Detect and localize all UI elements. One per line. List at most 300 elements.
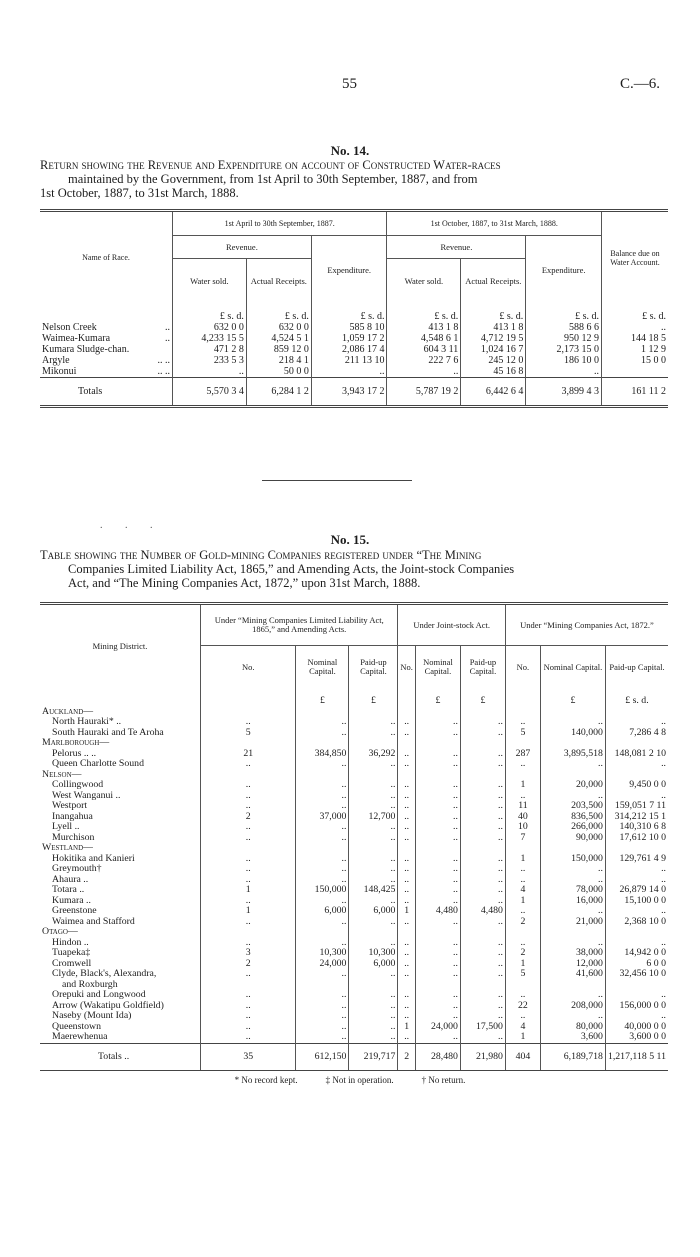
empty-cell — [296, 770, 349, 781]
table-row — [40, 780, 668, 791]
table-row — [40, 801, 668, 812]
total-cell: 404 — [505, 1043, 540, 1071]
value-cell: .. — [349, 864, 398, 875]
value-cell: .. — [460, 990, 505, 1001]
value-cell: 1 — [505, 854, 540, 865]
value-cell: 3,600 0 0 — [605, 1032, 668, 1043]
value-cell: .. — [201, 717, 296, 728]
empty-cell — [201, 843, 296, 854]
value-cell: .. — [398, 969, 416, 980]
value-cell: .. — [460, 885, 505, 896]
value-cell: .. — [540, 990, 605, 1001]
empty-cell — [540, 843, 605, 854]
value-cell: 12,700 — [349, 812, 398, 823]
unit-cell: £ — [415, 688, 460, 707]
district-name: Westport — [52, 800, 88, 811]
race-name-text: Kumara Sludge-chan. — [42, 344, 130, 355]
value-cell: .. — [296, 1022, 349, 1033]
empty-cell — [505, 738, 540, 749]
unit-cell: £ — [349, 688, 398, 707]
region-heading: Auckland— — [42, 705, 94, 717]
value-cell: 1 — [398, 1022, 416, 1033]
district-name: Greenstone — [52, 905, 97, 916]
unit-cell — [201, 688, 296, 707]
value-cell: .. — [201, 822, 296, 833]
group-ll-act: Under “Mining Companies Limited Liability Act, 1865,” and Amending Acts. — [201, 604, 398, 646]
value-cell: 233 5 3 — [173, 355, 247, 366]
unit-spacer — [40, 303, 173, 322]
unit-cell: £ — [540, 688, 605, 707]
district-name: Queenstown — [52, 1020, 101, 1032]
value-cell: 1,024 16 7 — [461, 344, 526, 355]
empty-cell — [398, 843, 416, 854]
value-cell: 2,173 15 0 — [526, 344, 602, 355]
value-cell: 50 0 0 — [246, 366, 311, 378]
value-cell: .. — [460, 969, 505, 980]
total-cell: 21,980 — [460, 1043, 505, 1071]
value-cell: 10,300 — [296, 948, 349, 959]
total-cell: 1,217,118 5 11 — [605, 1043, 668, 1071]
value-cell: .. — [398, 749, 416, 760]
value-cell: 222 7 6 — [387, 355, 461, 366]
value-cell: .. — [201, 990, 296, 1001]
total-cell: 6,442 6 4 — [461, 378, 526, 407]
table-row — [40, 896, 668, 907]
value-cell: 471 2 8 — [173, 344, 247, 355]
value-cell: .. — [415, 875, 460, 886]
value-cell: .. — [349, 969, 398, 980]
value-cell: .. — [398, 822, 416, 833]
value-cell: .. — [415, 959, 460, 970]
value-cell: 4 — [505, 1022, 540, 1033]
value-cell: 632 0 0 — [246, 322, 311, 333]
page-number: 55 — [342, 76, 357, 92]
value-cell: .. — [398, 990, 416, 1001]
value-cell: .. — [398, 717, 416, 728]
district-name: Queen Charlotte Sound — [52, 758, 144, 769]
table-row — [40, 355, 668, 366]
value-cell: 859 12 0 — [246, 344, 311, 355]
leader-dots: .. .. — [157, 366, 170, 377]
empty-cell — [605, 738, 668, 749]
value-cell: .. — [398, 938, 416, 949]
leader-dots: .. — [165, 322, 170, 333]
value-cell: 17,500 — [460, 1022, 505, 1033]
value-cell: .. — [296, 875, 349, 886]
value-cell: 585 8 10 — [311, 322, 387, 333]
table-row — [40, 833, 668, 844]
footnote: * No record kept. — [234, 1075, 298, 1085]
value-cell: .. — [296, 791, 349, 802]
caption-line-3: Act, and “The Mining Companies Act, 1872,” upon 31st March, 1888. — [68, 576, 421, 590]
value-cell: 26,879 14 0 — [605, 885, 668, 896]
table-row — [40, 1022, 668, 1033]
empty-cell — [415, 738, 460, 749]
value-cell: 2 — [505, 917, 540, 928]
table-row — [40, 333, 668, 344]
race-name-text: Argyle — [42, 355, 70, 366]
district-name: Totara .. — [52, 884, 85, 895]
value-cell: 218 4 1 — [246, 355, 311, 366]
value-cell: .. — [415, 885, 460, 896]
district-name: Collingwood — [52, 779, 104, 790]
value-cell: .. — [349, 1022, 398, 1033]
empty-cell — [605, 927, 668, 938]
value-cell: 21 — [201, 749, 296, 760]
empty-cell — [505, 927, 540, 938]
race-name — [40, 333, 173, 344]
value-cell: .. — [349, 717, 398, 728]
empty-cell — [296, 738, 349, 749]
value-cell: .. — [201, 1011, 296, 1022]
value-cell: 1 — [505, 896, 540, 907]
value-cell: .. — [460, 749, 505, 760]
caption-line-1: showing the Revenue and Expenditure on account of Constructed Water-races — [78, 158, 501, 172]
col-expenditure-2: Expenditure. — [526, 236, 602, 304]
unit-cell: £ s. d. — [461, 303, 526, 322]
value-cell: 4,233 15 5 — [173, 333, 247, 344]
table-row — [40, 854, 668, 865]
empty-cell — [296, 927, 349, 938]
empty-cell — [201, 738, 296, 749]
table-row — [40, 917, 668, 928]
value-cell: .. — [296, 864, 349, 875]
col-paidup-3: Paid-up Capital. — [605, 646, 668, 689]
value-cell: 1 — [505, 1032, 540, 1043]
value-cell: .. — [460, 917, 505, 928]
value-cell: .. — [201, 938, 296, 949]
table-row — [40, 906, 668, 917]
value-cell: 148,081 2 10 — [605, 749, 668, 760]
value-cell: .. — [173, 366, 247, 378]
total-cell: 5,570 3 4 — [173, 378, 247, 407]
value-cell: 4,480 — [415, 906, 460, 917]
totals-row — [40, 378, 668, 407]
value-cell: .. — [505, 906, 540, 917]
value-cell: 21,000 — [540, 917, 605, 928]
value-cell: 159,051 7 11 — [605, 801, 668, 812]
empty-cell — [540, 707, 605, 718]
value-cell: .. — [605, 791, 668, 802]
district-name: Clyde, Black's, Alexandra, — [52, 968, 157, 979]
value-cell: 37,000 — [296, 812, 349, 823]
total-cell: 219,717 — [349, 1043, 398, 1071]
caption-lead: Return — [40, 158, 79, 172]
empty-cell — [460, 738, 505, 749]
table-row — [40, 969, 668, 980]
value-cell: .. — [540, 1011, 605, 1022]
value-cell: .. — [398, 791, 416, 802]
district-name: Kumara .. — [52, 894, 91, 906]
value-cell: 2,368 10 0 — [605, 917, 668, 928]
table-row — [40, 1001, 668, 1012]
value-cell: 2 — [201, 959, 296, 970]
value-cell: 384,850 — [296, 749, 349, 760]
value-cell: .. — [605, 906, 668, 917]
value-cell: .. — [605, 938, 668, 949]
table-row — [40, 344, 668, 355]
value-cell: .. — [505, 864, 540, 875]
value-cell: .. — [460, 780, 505, 791]
value-cell: 150,000 — [296, 885, 349, 896]
value-cell: .. — [415, 917, 460, 928]
unit-cell: £ s. d. — [173, 303, 247, 322]
value-cell: .. — [349, 1032, 398, 1043]
district-name: South Hauraki and Te Aroha — [52, 726, 164, 738]
value-cell: .. — [349, 1001, 398, 1012]
value-cell: .. — [296, 822, 349, 833]
unit-cell: £ s. d. — [605, 688, 668, 707]
district-name: Tuapeka‡ — [52, 947, 91, 958]
value-cell: .. — [460, 1001, 505, 1012]
value-cell: .. — [415, 791, 460, 802]
value-cell: .. — [460, 801, 505, 812]
value-cell: .. — [296, 759, 349, 770]
value-cell: 144 18 5 — [602, 333, 669, 344]
value-cell: .. — [540, 791, 605, 802]
total-cell: 3,943 17 2 — [311, 378, 387, 407]
value-cell: .. — [415, 822, 460, 833]
table-row — [40, 770, 668, 781]
table-row — [40, 948, 668, 959]
col-revenue-1: Revenue. — [173, 236, 312, 259]
value-cell: .. — [311, 366, 387, 378]
col-nominal-3: Nominal Capital. — [540, 646, 605, 689]
value-cell: 3 — [201, 948, 296, 959]
value-cell: 588 6 6 — [526, 322, 602, 333]
value-cell: .. — [296, 896, 349, 907]
value-cell: .. — [296, 717, 349, 728]
table-row — [40, 822, 668, 833]
race-name-text: Mikonui — [42, 366, 77, 377]
col-water-sold-2: Water sold. — [387, 259, 461, 304]
district-name: and Roxburgh — [62, 978, 118, 990]
unit-cell — [505, 688, 540, 707]
value-cell: 78,000 — [540, 885, 605, 896]
empty-cell — [398, 927, 416, 938]
empty-cell — [296, 707, 349, 718]
value-cell: .. — [460, 822, 505, 833]
value-cell: .. — [460, 854, 505, 865]
empty-cell — [296, 843, 349, 854]
empty-cell — [349, 843, 398, 854]
value-cell: .. — [460, 864, 505, 875]
table-row — [40, 875, 668, 886]
footnote: ‡ Not in operation. — [325, 1075, 394, 1085]
col-revenue-2: Revenue. — [387, 236, 526, 259]
value-cell: 2,086 17 4 — [311, 344, 387, 355]
value-cell: .. — [201, 780, 296, 791]
value-cell: 9,450 0 0 — [605, 780, 668, 791]
value-cell: .. — [540, 864, 605, 875]
table-14-title: No. 14. — [330, 143, 370, 158]
value-cell: .. — [540, 875, 605, 886]
table-row — [40, 707, 668, 718]
value-cell: .. — [526, 366, 602, 378]
value-cell: 24,000 — [415, 1022, 460, 1033]
value-cell: 245 12 0 — [461, 355, 526, 366]
value-cell: .. — [296, 990, 349, 1001]
value-cell: 11 — [505, 801, 540, 812]
value-cell: .. — [415, 1011, 460, 1022]
district-name: Inangahua — [52, 810, 93, 822]
value-cell: 10 — [505, 822, 540, 833]
empty-cell — [415, 927, 460, 938]
value-cell: .. — [296, 917, 349, 928]
table-row — [40, 938, 668, 949]
value-cell: .. — [296, 728, 349, 739]
total-cell: 612,150 — [296, 1043, 349, 1071]
value-cell: .. — [505, 875, 540, 886]
value-cell: 36,292 — [349, 749, 398, 760]
unit-cell: £ s. d. — [602, 303, 669, 322]
value-cell: .. — [398, 759, 416, 770]
unit-cell: £ — [460, 688, 505, 707]
value-cell: 287 — [505, 749, 540, 760]
value-cell: .. — [349, 990, 398, 1001]
value-cell: .. — [460, 791, 505, 802]
col-expenditure-1: Expenditure. — [311, 236, 387, 304]
value-cell: 186 10 0 — [526, 355, 602, 366]
value-cell: .. — [398, 864, 416, 875]
value-cell: .. — [415, 969, 460, 980]
caption-line-2: maintained by the Government, from 1st April to 30th September, 1887, and from — [68, 172, 478, 186]
value-cell: 413 1 8 — [461, 322, 526, 333]
col-balance: Balance due on Water Account. — [602, 211, 669, 304]
value-cell: 7 — [505, 833, 540, 844]
value-cell: 15,100 0 0 — [605, 896, 668, 907]
period-1-header: 1st April to 30th September, 1887. — [173, 211, 387, 236]
value-cell: 1,059 17 2 — [311, 333, 387, 344]
unit-cell — [398, 688, 416, 707]
value-cell: .. — [201, 875, 296, 886]
value-cell: .. — [296, 1032, 349, 1043]
total-cell: 35 — [201, 1043, 296, 1071]
value-cell: .. — [349, 938, 398, 949]
table-row — [40, 717, 668, 728]
value-cell: 90,000 — [540, 833, 605, 844]
value-cell: 1 — [201, 906, 296, 917]
value-cell: .. — [415, 728, 460, 739]
value-cell: 45 16 8 — [461, 366, 526, 378]
document-reference: C.—6. — [619, 76, 660, 92]
value-cell: .. — [349, 791, 398, 802]
value-cell: .. — [201, 917, 296, 928]
value-cell: 38,000 — [540, 948, 605, 959]
value-cell: .. — [398, 1032, 416, 1043]
value-cell: .. — [296, 833, 349, 844]
race-name-text: Waimea-Kumara — [42, 333, 111, 344]
value-cell: .. — [201, 1032, 296, 1043]
value-cell: .. — [349, 1011, 398, 1022]
totals-label: Totals — [40, 378, 173, 407]
value-cell: .. — [460, 959, 505, 970]
value-cell: 4,548 6 1 — [387, 333, 461, 344]
race-name — [40, 322, 173, 333]
value-cell: .. — [460, 896, 505, 907]
value-cell: 32,456 10 0 — [605, 969, 668, 980]
district-name: Orepuki and Longwood — [52, 989, 146, 1000]
value-cell: .. — [201, 864, 296, 875]
value-cell: .. — [398, 728, 416, 739]
value-cell: 6,000 — [349, 959, 398, 970]
value-cell: 5 — [505, 728, 540, 739]
col-no-1: No. — [201, 646, 296, 689]
race-name — [40, 344, 173, 355]
value-cell: .. — [415, 812, 460, 823]
race-name-text: Nelson Creek — [42, 322, 97, 333]
value-cell: .. — [201, 759, 296, 770]
value-cell: 7,286 4 8 — [605, 728, 668, 739]
unit-cell: £ s. d. — [526, 303, 602, 322]
empty-cell — [460, 927, 505, 938]
value-cell: .. — [398, 885, 416, 896]
value-cell: 3,895,518 — [540, 749, 605, 760]
value-cell: .. — [349, 833, 398, 844]
value-cell: .. — [398, 812, 416, 823]
table-row — [40, 864, 668, 875]
value-cell: 632 0 0 — [173, 322, 247, 333]
caption-line-3: 1st October, 1887, to 31st March, 1888. — [40, 186, 239, 200]
value-cell: .. — [460, 759, 505, 770]
value-cell: .. — [505, 791, 540, 802]
value-cell: .. — [201, 791, 296, 802]
table-15-caption — [40, 548, 668, 590]
value-cell: .. — [415, 1001, 460, 1012]
value-cell: 4,524 5 1 — [246, 333, 311, 344]
col-nominal-1: Nominal Capital. — [296, 646, 349, 689]
value-cell: 836,500 — [540, 812, 605, 823]
total-cell: 6,189,718 — [540, 1043, 605, 1071]
period-2-header: 1st October, 1887, to 31st March, 1888. — [387, 211, 602, 236]
value-cell: .. — [415, 864, 460, 875]
value-cell: .. — [349, 896, 398, 907]
value-cell: 1 — [201, 885, 296, 896]
value-cell: .. — [415, 896, 460, 907]
empty-cell — [505, 843, 540, 854]
value-cell: .. — [540, 759, 605, 770]
value-cell — [296, 980, 349, 991]
region-heading: Nelson— — [42, 768, 82, 780]
value-cell: .. — [201, 833, 296, 844]
value-cell: .. — [415, 780, 460, 791]
value-cell: 140,000 — [540, 728, 605, 739]
value-cell: .. — [349, 728, 398, 739]
total-cell: 3,899 4 3 — [526, 378, 602, 407]
value-cell: .. — [460, 1032, 505, 1043]
value-cell: .. — [349, 854, 398, 865]
leader-dots: .. .. — [157, 355, 170, 366]
district-name: Hokitika and Kanieri — [52, 852, 135, 864]
value-cell — [605, 980, 668, 991]
value-cell: .. — [505, 759, 540, 770]
value-cell: .. — [398, 854, 416, 865]
col-nominal-2: Nominal Capital. — [415, 646, 460, 689]
value-cell: .. — [460, 938, 505, 949]
unit-cell: £ s. d. — [246, 303, 311, 322]
value-cell: .. — [201, 1001, 296, 1012]
empty-cell — [398, 738, 416, 749]
table-row — [40, 885, 668, 896]
value-cell: .. — [201, 854, 296, 865]
value-cell: .. — [460, 875, 505, 886]
value-cell: .. — [460, 1011, 505, 1022]
value-cell: 16,000 — [540, 896, 605, 907]
value-cell: .. — [296, 1011, 349, 1022]
value-cell — [540, 980, 605, 991]
value-cell: 1 — [505, 959, 540, 970]
units-row — [40, 688, 668, 707]
